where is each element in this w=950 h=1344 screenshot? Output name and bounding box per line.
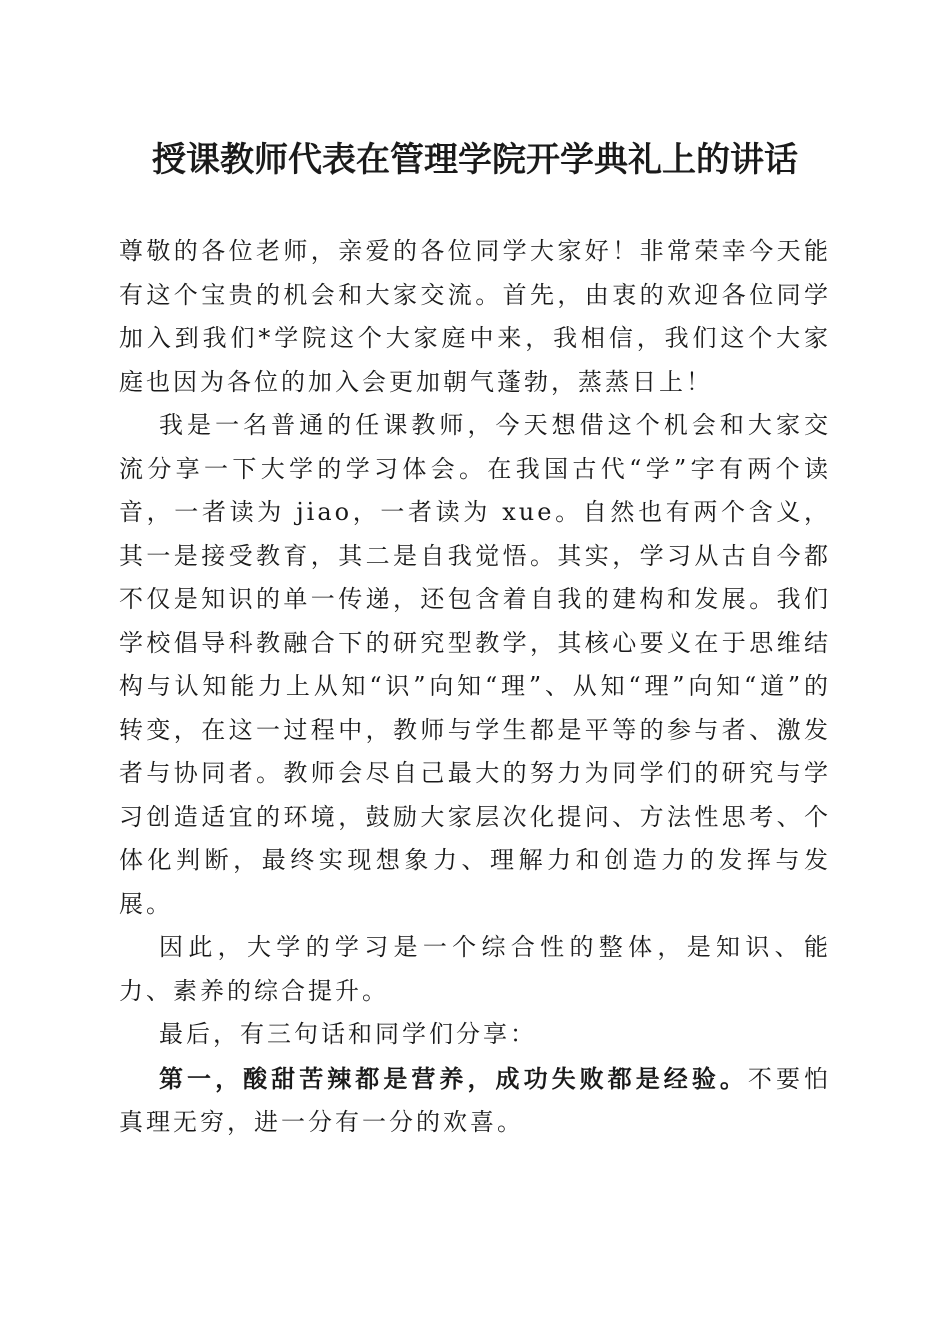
paragraph-learning-experience <box>119 404 831 926</box>
document-title: 授课教师代表在管理学院开学典礼上的讲话 <box>152 140 798 180</box>
paragraph-text: 尊敬的各位老师，亲爱的各位同学大家好！非常荣幸今天能有这个宝贵的机会和大家交流。首先，由衷的欢迎各位同学加入到我们*学院这个大家庭中来，我相信，我们这个大家庭也因为各位的加入会更加朝气蓬勃，蒸蒸日上！ <box>119 237 831 396</box>
paragraph-text: 最后，有三句话和同学们分享： <box>159 1020 537 1048</box>
paragraph-text: 不要怕真理无穷，进一分有一分的欢喜。 <box>119 1064 832 1136</box>
paragraph-three-sentences-intro <box>119 1013 831 1057</box>
paragraph-conclusion <box>119 926 831 1013</box>
paragraph-text: 我是一名普通的任课教师，今天想借这个机会和大家交流分享一下大学的学习体会。在我国古代“学”字有两个读音，一者读为 jiao，一者读为 xue。自然也有两个含义，其一是接受教育，其二是自我觉悟。其实，学习从古自今都不仅是知识的单一传递，还包含着自我的建构和发展。我们学校倡导科教融合下的研究型教学，其核心要义在于思维结构与认知能力上从知“识”向知“理”、从知“理”向知“道”的转变，在这一过程中，教师与学生都是平等的参与者、激发者与协同者。教师会尽自己最大的努力为同学们的研究与学习创造适宜的环境，鼓励大家层次化提问、方法性思考、个体化判断，最终实现想象力、理解力和创造力的发挥与发展。 <box>119 411 831 918</box>
paragraph-text: 因此，大学的学习是一个综合性的整体，是知识、能力、素养的综合提升。 <box>119 933 831 1005</box>
paragraph-greeting <box>119 230 831 404</box>
paragraph-first-point <box>119 1057 831 1145</box>
paragraph-lead-bold: 第一，酸甜苦辣都是营养，成功失败都是经验。 <box>159 1063 748 1093</box>
document-body <box>119 230 831 1145</box>
